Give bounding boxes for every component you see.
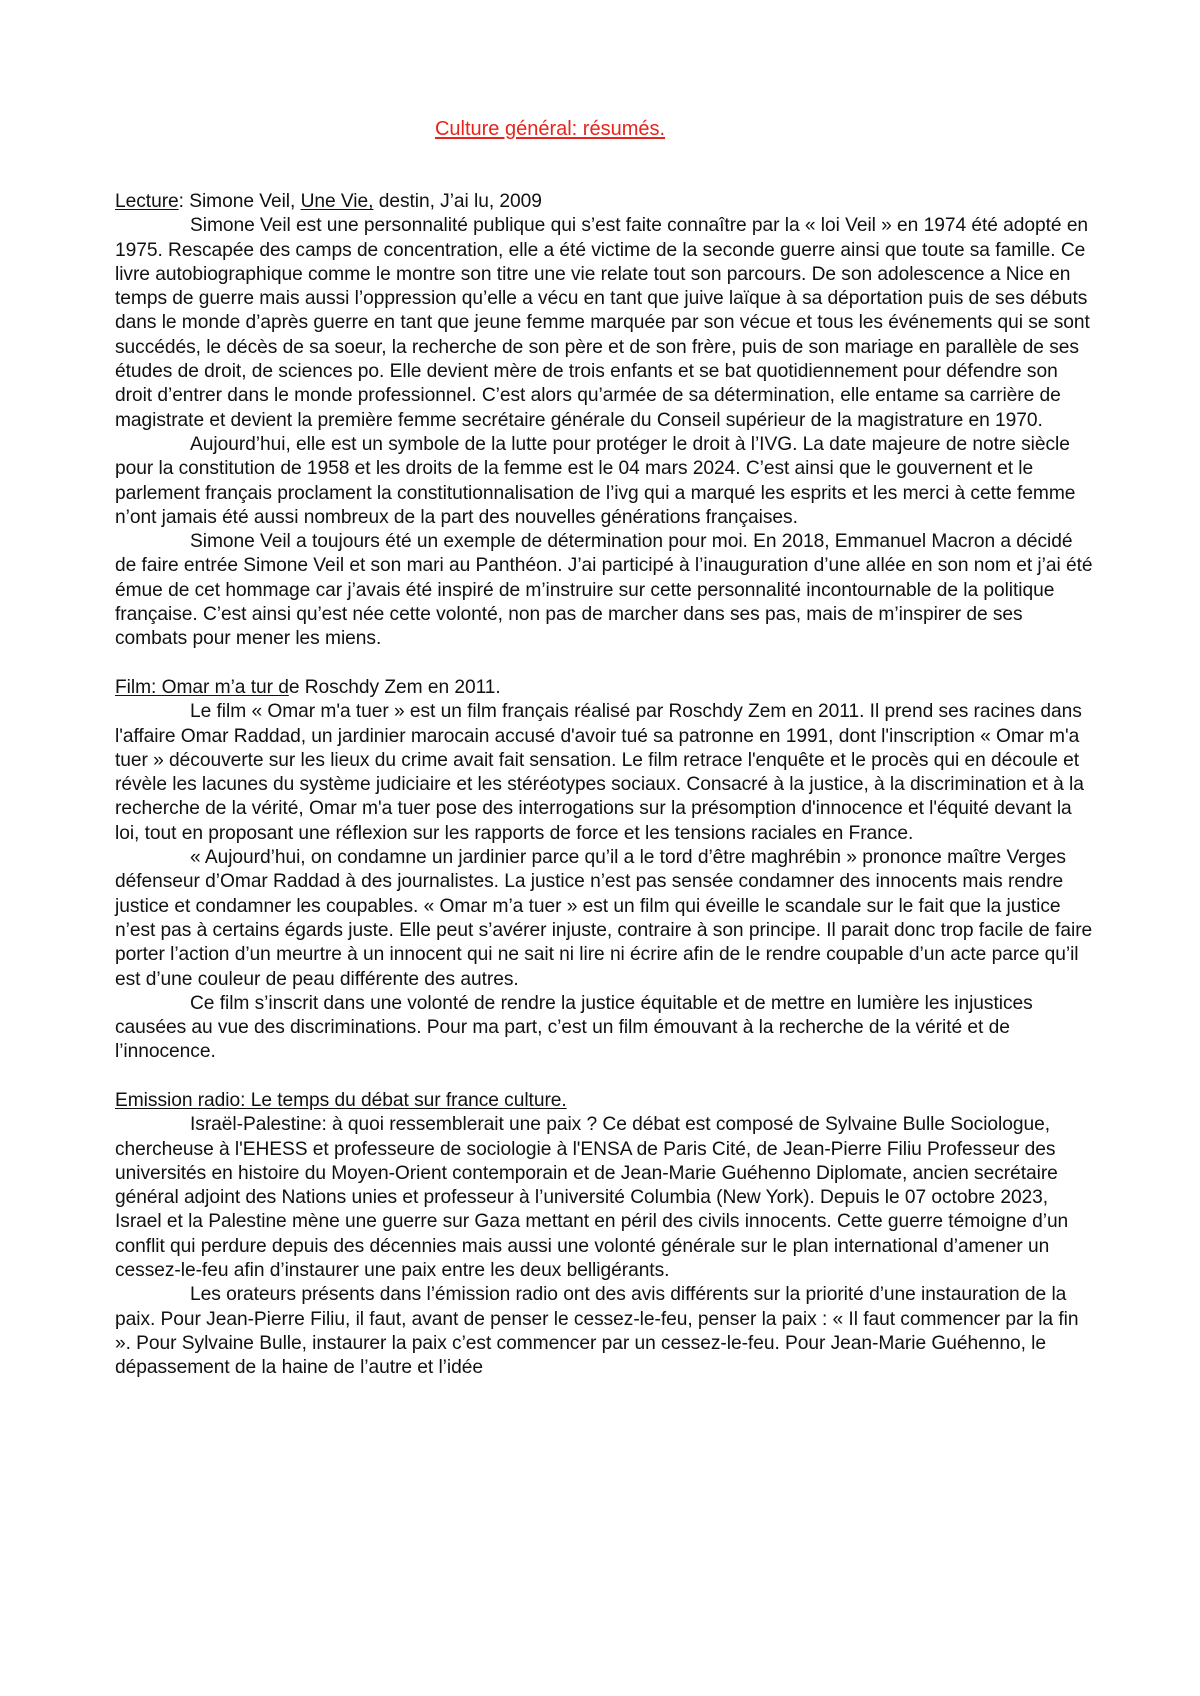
section-radio [115, 1089, 1093, 1381]
heading-label: Film: Omar m’a tur d [115, 676, 289, 698]
paragraph: Simone Veil a toujours été un exemple de détermination pour moi. En 2018, Emmanuel Macron a décidé de faire entrée Simone Veil et son mari au Panthéon. J’ai participé à l’inauguration d’une allée en son nom et j’ai été émue de cet hommage car j’avais été inspiré de m’instruire sur cette personnalité incontournable de la politique française. C’est ainsi qu’est née cette volonté, non pas de marcher dans ses pas, mais de m’inspirer de ses combats pour mener les miens. [115, 531, 1093, 650]
paragraph: Ce film s’inscrit dans une volonté de rendre la justice équitable et de mettre en lumière les injustices causées au vue des discriminations. Pour ma part, c’est un film émouvant à la recherche de la vérité et de l’innocence. [115, 992, 1033, 1063]
heading-label: Emission radio: Le temps du débat sur france culture. [115, 1089, 567, 1111]
heading-details: e Roschdy Zem en 2011. [288, 676, 501, 698]
document-body [115, 190, 1093, 1381]
paragraph: « Aujourd’hui, on condamne un jardinier parce qu’il a le tord d’être maghrébin » prononce maître Verges défenseur d’Omar Raddad à des journalistes. La justice n’est pas sensée condamner des innocents mais rendre justice et condamner les coupables. « Omar m’a tuer » est un film qui éveille le scandale sur le fait que la justice n’est pas à certains égards juste. Elle peut s’avérer injuste, contraire à son principe. Il parait donc trop facile de faire porter l’action d’un meurtre à un innocent qui ne sait ni lire ni écrire afin de le rendre coupable d’un acte parce qu’il est d’une couleur de peau différente des autres. [115, 847, 1093, 990]
section-lecture [115, 190, 1093, 652]
heading-work-title: Une Vie, [300, 191, 374, 212]
document-title: Culture général: résumés. [434, 118, 666, 140]
heading-separator: : Simone Veil, [178, 191, 301, 212]
heading-details: destin, J’ai lu, 2009 [373, 191, 542, 212]
paragraph: Le film « Omar m'a tuer » est un film français réalisé par Roschdy Zem en 2011. Il prend ses racines dans l'affaire Omar Raddad, un jardinier marocain accusé d'avoir tué sa patronne en 1991, dont l'inscription « Omar m'a tuer » découverte sur les lieux du crime avait fait sensation. Le film retrace l'enquête et le procès qui en découle et révèle les lacunes du système judiciaire et les stéréotypes sociaux. Consacré à la justice, à la discrimination et à la recherche de la vérité, Omar m'a tuer pose des interrogations sur la présomption d'innocence et l'équité devant la loi, tout en proposant une réflexion sur les rapports de force et les tensions raciales en France. [115, 701, 1084, 844]
section-heading-radio [115, 1089, 1093, 1113]
section-heading-film [115, 676, 1093, 700]
section-film [115, 676, 1093, 1065]
heading-label: Lecture [115, 191, 179, 212]
paragraph: Aujourd’hui, elle est un symbole de la lutte pour protéger le droit à l’IVG. La date majeure de notre siècle pour la constitution de 1958 et les droits de la femme est le 04 mars 2024. C’est ainsi que le gouvernent et le parlement français proclament la constitutionnalisation de l’ivg qui a marqué les esprits et les merci à cette femme n’ont jamais été aussi nombreux de la part des nouvelles générations françaises. [115, 433, 1076, 528]
section-heading-lecture [115, 190, 1093, 214]
paragraph: Simone Veil est une personnalité publique qui s’est faite connaître par la « loi Veil » en 1974 été adopté en 1975. Rescapée des camps de concentration, elle a été victime de la seconde guerre ainsi que toute sa famille. Ce livre autobiographique comme le montre son titre une vie relate tout son parcours. De son adolescence a Nice en temps de guerre mais aussi l’oppression qu’elle a vécu en tant que juive laïque à sa déportation puis de ses débuts dans le monde d’après guerre en tant que jeune femme marquée par son vécue et tous les événements qui se sont succédés, le décès de sa soeur, la recherche de son père et de son frère, puis de son mariage en parallèle de ses études de droit, de sciences po. Elle devient mère de trois enfants et se bat quotidiennement pour défendre son droit d’entrer dans le monde professionnel. C’est alors qu’armée de sa détermination, elle entame sa carrière de magistrate et devient la première femme secrétaire générale du Conseil supérieur de la magistrature en 1970. [115, 215, 1090, 431]
paragraph: Les orateurs présents dans l’émission radio ont des avis différents sur la priorité d’une instauration de la paix. Pour Jean-Pierre Filiu, il faut, avant de penser le cessez-le-feu, penser la paix : « Il faut commencer par la fin ». Pour Sylvaine Bulle, instaurer la paix c’est commencer par un cessez-le-feu. Pour Jean-Marie Guéhenno, le dépassement de la haine de l’autre et l’idée [115, 1284, 1079, 1379]
paragraph: Israël-Palestine: à quoi ressemblerait une paix ? Ce débat est composé de Sylvaine Bulle Sociologue, chercheuse à l'EHESS et professeure de sociologie à l'ENSA de Paris Cité, de Jean-Pierre Filiu Professeur des universités en histoire du Moyen-Orient contemporain et de Jean-Marie Guéhenno Diplomate, ancien secrétaire général adjoint des Nations unies et professeur à l’université Columbia (New York). Depuis le 07 octobre 2023, Israel et la Palestine mène une guerre sur Gaza mettant en péril des civils innocents. Cette guerre témoigne d’un conflit qui perdure depuis des décennies mais aussi une volonté générale sur le plan international d’amener un cessez-le-feu afin d’instaurer une paix entre les deux belligérants. [115, 1114, 1069, 1282]
